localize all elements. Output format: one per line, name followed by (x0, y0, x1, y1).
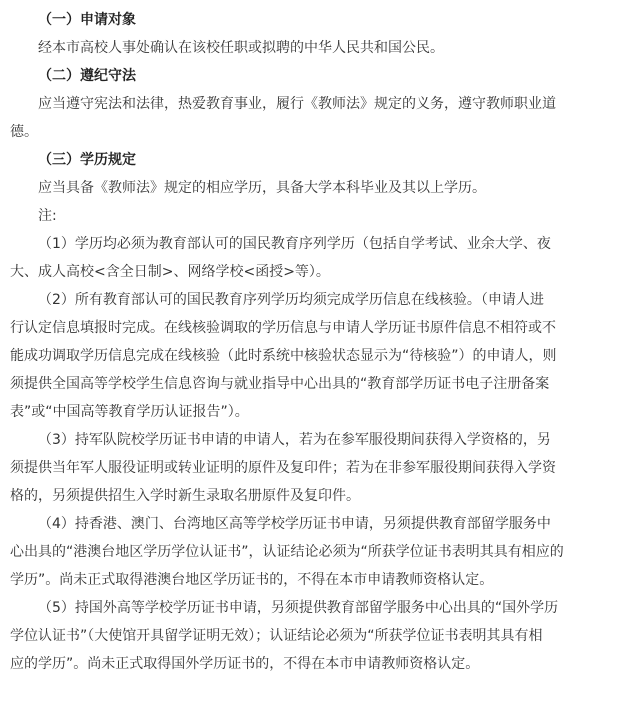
paragraph-line: 德。 (10, 124, 38, 140)
note-line: 须提供当年军人服役证明或转业证明的原件及复印件；若为在非参军服役期间获得入学资 (10, 460, 556, 476)
paragraph-line: 经本市高校人事处确认在该校任职或拟聘的中华人民共和国公民。 (38, 40, 444, 56)
note-line: （5）持国外高等学校学历证书申请，另须提供教育部留学服务中心出具的“国外学历 (38, 600, 559, 616)
note-line: 格的，另须提供招生入学时新生录取名册原件及复印件。 (10, 488, 360, 504)
note-line: （4）持香港、澳门、台湾地区高等学校学历证书申请，另须提供教育部留学服务中 (38, 516, 551, 532)
note-line: （2）所有教育部认可的国民教育序列学历均须完成学历信息在线核验。（申请人进 (38, 292, 544, 308)
note-line: 表”或“中国高等教育学历认证报告”）。 (10, 404, 249, 420)
notes-label: 注: (38, 208, 57, 224)
paragraph-line: 应当具备《教师法》规定的相应学历，具备大学本科毕业及其以上学历。 (38, 180, 486, 196)
section-heading-education: （三）学历规定 (38, 152, 136, 168)
note-line: 须提供全国高等学校学生信息咨询与就业指导中心出具的“教育部学历证书电子注册备案 (10, 376, 550, 392)
paragraph-line: 应当遵守宪法和法律，热爱教育事业，履行《教师法》规定的义务，遵守教师职业道 (38, 96, 556, 112)
note-line: 心出具的“港澳台地区学历学位认证书”，认证结论必须为“所获学位证书表明其具有相应的 (10, 544, 564, 560)
section-heading-law: （二）遵纪守法 (38, 68, 136, 84)
note-line: 大、成人高校<含全日制>、网络学校<函授>等）。 (10, 264, 330, 280)
section-heading-applicants: （一）申请对象 (38, 12, 136, 28)
note-line: 能成功调取学历信息完成在线核验（此时系统中核验状态显示为“待核验”）的申请人，则 (10, 348, 557, 364)
note-line: （1）学历均必须为教育部认可的国民教育序列学历（包括自学考试、业余大学、夜 (38, 236, 551, 252)
document-body (10, 6, 616, 678)
note-line: 应的学历”。尚未正式取得国外学历证书的，不得在本市申请教师资格认定。 (10, 656, 480, 672)
note-line: 学位认证书”（大使馆开具留学证明无效）；认证结论必须为“所获学位证书表明其具有相 (10, 628, 543, 644)
note-line: （3）持军队院校学历证书申请的申请人，若为在参军服役期间获得入学资格的，另 (38, 432, 551, 448)
note-line: 行认定信息填报时完成。在线核验调取的学历信息与申请人学历证书原件信息不相符或不 (10, 320, 556, 336)
note-line: 学历”。尚未正式取得港澳台地区学历证书的，不得在本市申请教师资格认定。 (10, 572, 494, 588)
